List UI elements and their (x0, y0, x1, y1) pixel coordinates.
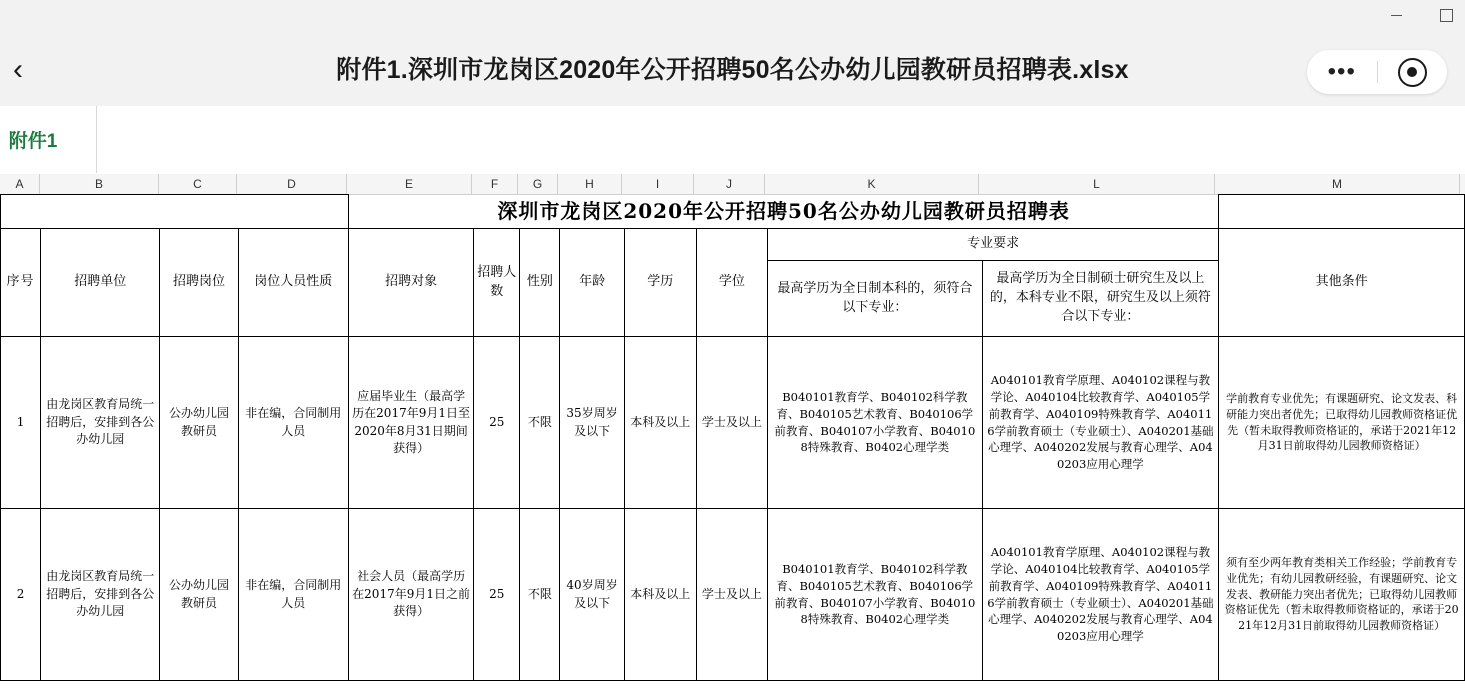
column-header-m[interactable]: M (1215, 174, 1460, 194)
cell-other: 学前教育专业优先；有课题研究、论文发表、科研能力突出者优先；已取得幼儿园教师资格证优先（暂未取得教师资格证的，承诺于2021年12月31日前取得幼儿园教师资格证） (1219, 337, 1465, 509)
window-chrome-bar (0, 0, 1465, 30)
header-nature: 岗位人员性质 (238, 229, 348, 337)
header-seq: 序号 (1, 229, 41, 337)
header-age: 年龄 (560, 229, 624, 337)
column-header-c[interactable]: C (159, 174, 237, 194)
minimize-icon[interactable] (1385, 4, 1407, 26)
cell-count: 25 (474, 509, 520, 681)
cell-gender: 不限 (520, 509, 560, 681)
column-header-i[interactable]: I (622, 174, 694, 194)
header-degree: 学位 (696, 229, 767, 337)
title-action-group (1307, 50, 1447, 94)
cell-target: 社会人员（最高学历在2017年9月1日之前获得） (348, 509, 473, 681)
cell-nature: 非在编，合同制用人员 (238, 337, 348, 509)
cell-education: 本科及以上 (624, 337, 696, 509)
header-major-group: 专业要求 (768, 229, 1219, 261)
header-education: 学历 (624, 229, 696, 337)
table-row[interactable] (1, 509, 1465, 681)
record-target-icon[interactable] (1378, 58, 1448, 87)
column-header-row (0, 174, 1465, 195)
cell-count: 25 (474, 337, 520, 509)
cell-degree: 学士及以上 (696, 509, 767, 681)
recruitment-table (0, 194, 1465, 681)
cell-nature: 非在编，合同制用人员 (238, 509, 348, 681)
back-icon[interactable]: ‹ (13, 53, 23, 86)
maximize-icon[interactable] (1435, 4, 1457, 26)
column-header-d[interactable]: D (237, 174, 347, 194)
cell-major-master: A040101教育学原理、A040102课程与教学论、A040104比较教育学、A040105学前教育学、A040109特殊教育学、A040116学前教育硕士（专业硕士）、A040201基础心理学、A040202发展与教育心理学、A040203应用心理学 (982, 337, 1219, 509)
header-other: 其他条件 (1219, 229, 1465, 337)
column-header-a[interactable]: A (0, 174, 40, 194)
cell-other: 须有至少两年教育类相关工作经验；学前教育专业优先；有幼儿园教研经验，有课题研究、论文发表、教研能力突出者优先；已取得幼儿园教师资格证优先（暂未取得教师资格证的，承诺于2021年12月31日前取得幼儿园教师资格证） (1219, 509, 1465, 681)
column-header-h[interactable]: H (558, 174, 622, 194)
column-header-g[interactable]: G (518, 174, 558, 194)
column-header-j[interactable]: J (694, 174, 765, 194)
column-header-f[interactable]: F (472, 174, 518, 194)
title-spacer-right (1219, 195, 1465, 229)
title-spacer-left (1, 195, 349, 229)
window-controls (1385, 0, 1457, 30)
header-count: 招聘人数 (474, 229, 520, 337)
spreadsheet-grid[interactable] (0, 194, 1465, 691)
header-major-bachelor: 最高学历为全日制本科的，须符合以下专业： (768, 261, 983, 337)
column-header-k[interactable]: K (765, 174, 979, 194)
column-header-e[interactable]: E (347, 174, 472, 194)
document-title: 附件1.深圳市龙岗区2020年公开招聘50名公办幼儿园教研员招聘表.xlsx (336, 56, 1129, 84)
cell-major-bachelor: B040101教育学、B040102科学教育、B040105艺术教育、B040106学前教育、B040107小学教育、B040108特殊教育、B0402心理学类 (768, 337, 983, 509)
sheet-title: 深圳市龙岗区2020年公开招聘50名公办幼儿园教研员招聘表 (497, 198, 1070, 223)
document-titlebar (0, 30, 1465, 107)
column-header-b[interactable]: B (40, 174, 159, 194)
header-target: 招聘对象 (348, 229, 473, 337)
header-gender: 性别 (520, 229, 560, 337)
column-header-l[interactable]: L (979, 174, 1215, 194)
header-unit: 招聘单位 (41, 229, 160, 337)
cell-age: 35岁周岁及以下 (560, 337, 624, 509)
cell-post: 公办幼儿园教研员 (160, 337, 238, 509)
cell-age: 40岁周岁及以下 (560, 509, 624, 681)
header-post: 招聘岗位 (160, 229, 238, 337)
sheet-tab-bar (0, 106, 1465, 175)
cell-seq: 2 (1, 509, 41, 681)
cell-unit: 由龙岗区教育局统一招聘后，安排到各公办幼儿园 (41, 509, 160, 681)
header-major-master: 最高学历为全日制硕士研究生及以上的，本科专业不限，研究生及以上须符合以下专业： (982, 261, 1219, 337)
cell-target: 应届毕业生（最高学历在2017年9月1日至2020年8月31日期间获得） (348, 337, 473, 509)
table-row[interactable] (1, 337, 1465, 509)
cell-seq: 1 (1, 337, 41, 509)
cell-major-bachelor: B040101教育学、B040102科学教育、B040105艺术教育、B040106学前教育、B040107小学教育、B040108特殊教育、B0402心理学类 (768, 509, 983, 681)
table-title-row (1, 195, 1465, 229)
more-options-icon[interactable]: ••• (1327, 58, 1356, 85)
cell-post: 公办幼儿园教研员 (160, 509, 238, 681)
cell-unit: 由龙岗区教育局统一招聘后，安排到各公办幼儿园 (41, 337, 160, 509)
sheet-tab-1[interactable]: 附件1 (0, 106, 97, 173)
cell-education: 本科及以上 (624, 509, 696, 681)
cell-gender: 不限 (520, 337, 560, 509)
table-header-row-1 (1, 229, 1465, 261)
cell-major-master: A040101教育学原理、A040102课程与教学论、A040104比较教育学、A040105学前教育学、A040109特殊教育学、A040116学前教育硕士（专业硕士）、A040201基础心理学、A040202发展与教育心理学、A040203应用心理学 (982, 509, 1219, 681)
cell-degree: 学士及以上 (696, 337, 767, 509)
